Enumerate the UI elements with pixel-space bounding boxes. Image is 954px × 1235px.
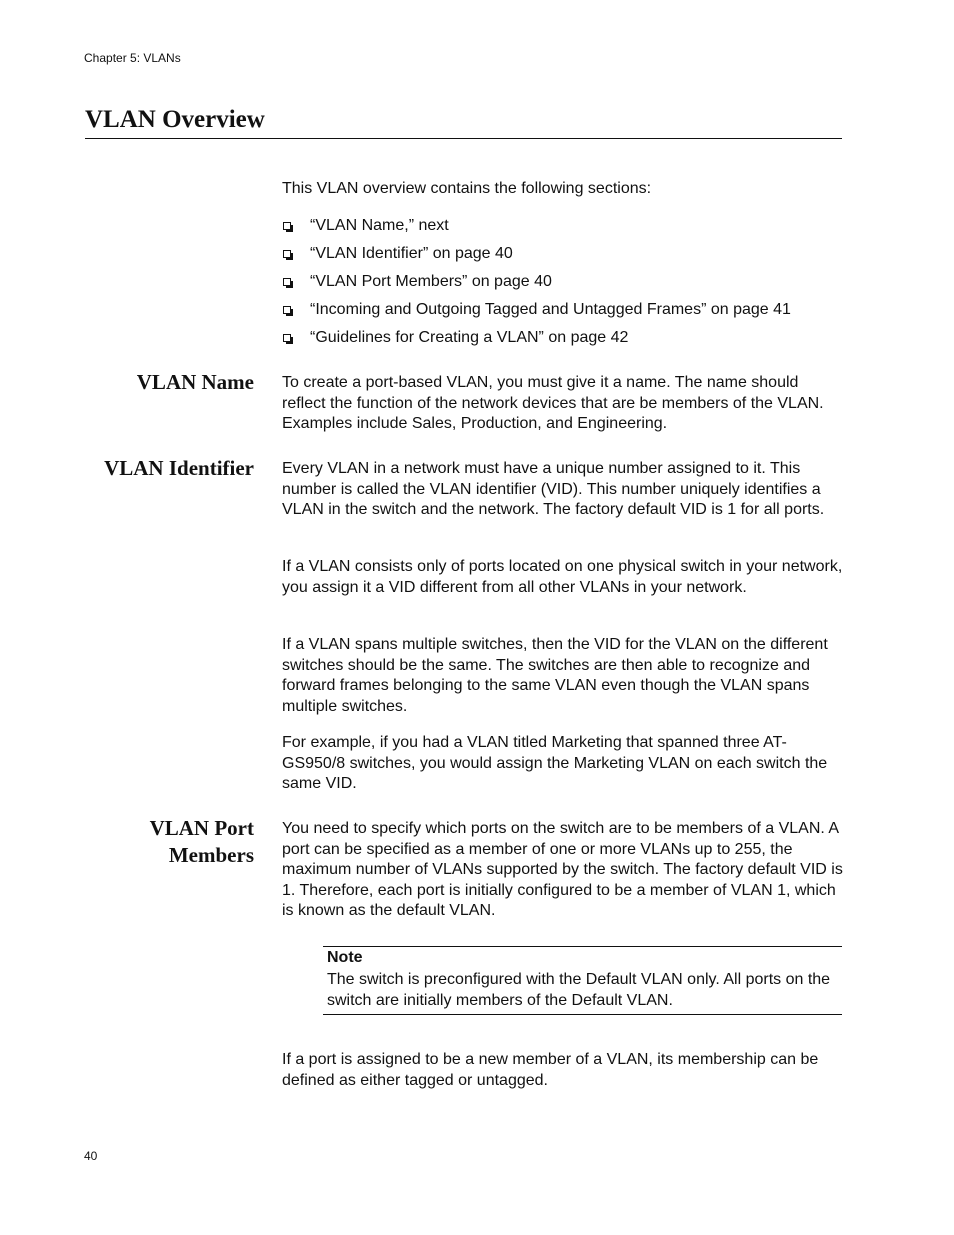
- heading-line: Members: [168, 843, 254, 867]
- vlan-identifier-paragraph-1: Every VLAN in a network must have a unique number assigned to it. This number is called the VLAN identifier (VID). This number uniquely identifies a VLAN in the switch and the network. The factory default VID is 1 for all ports.: [282, 460, 825, 518]
- note-text: The switch is preconfigured with the Default VLAN only. All ports on the switch are initially members of the Default VLAN.: [327, 971, 831, 1009]
- checkbox-bullet-icon: [283, 222, 291, 230]
- list-item[interactable]: [282, 328, 791, 356]
- list-item[interactable]: [282, 216, 791, 244]
- section-heading-vlan-name: VLAN Name: [136, 370, 254, 394]
- checkbox-bullet-icon: [283, 306, 291, 314]
- section-link[interactable]: “VLAN Port Members” on page 40: [310, 273, 552, 290]
- section-link[interactable]: “VLAN Identifier” on page 40: [310, 245, 513, 262]
- section-link[interactable]: “VLAN Name,” next: [310, 217, 449, 234]
- vlan-identifier-paragraph-3: If a VLAN spans multiple switches, then the VID for the VLAN on the different switches should be the same. The switches are then able to recognize and forward frames belonging to the same VLAN even though the VLAN spans multiple switches.: [282, 636, 828, 715]
- vlan-identifier-paragraph-2: If a VLAN consists only of ports located on one physical switch in your network, you assign it a VID different from all other VLANs in your network.: [282, 558, 843, 596]
- page-title: VLAN Overview: [85, 106, 842, 139]
- heading-line: VLAN Port: [149, 816, 254, 840]
- section-link[interactable]: “Incoming and Outgoing Tagged and Untagged Frames” on page 41: [310, 301, 791, 318]
- list-item[interactable]: [282, 244, 791, 272]
- section-heading-vlan-port-members: [54, 815, 254, 869]
- checkbox-bullet-icon: [283, 334, 291, 342]
- vlan-identifier-paragraph-4: For example, if you had a VLAN titled Marketing that spanned three AT-GS950/8 switches, you would assign the Marketing VLAN on each switch the same VID.: [282, 734, 828, 792]
- list-item[interactable]: [282, 300, 791, 328]
- page-number: 40: [84, 1149, 98, 1163]
- running-header: Chapter 5: VLANs: [84, 51, 181, 65]
- section-link[interactable]: “Guidelines for Creating a VLAN” on page 42: [310, 329, 629, 346]
- list-item[interactable]: [282, 272, 791, 300]
- vlan-port-members-paragraph-2: If a port is assigned to be a new member of a VLAN, its membership can be defined as either tagged or untagged.: [282, 1051, 819, 1089]
- vlan-port-members-paragraph-1: You need to specify which ports on the switch are to be members of a VLAN. A port can be specified as a member of one or more VLANs up to 255, the maximum number of VLANs supported by the switch. The factory default VID is 1. Therefore, each port is initially configured to be a member of VLAN 1, which is known as the default VLAN.: [282, 820, 843, 919]
- section-list: [282, 216, 791, 356]
- intro-text: This VLAN overview contains the following sections:: [282, 180, 652, 197]
- checkbox-bullet-icon: [283, 278, 291, 286]
- note-title: Note: [327, 949, 363, 966]
- note-box: [323, 946, 842, 1015]
- vlan-name-paragraph: To create a port-based VLAN, you must give it a name. The name should reflect the function of the network devices that are be members of the VLAN. Examples include Sales, Production, and Engineering.: [282, 374, 824, 432]
- checkbox-bullet-icon: [283, 250, 291, 258]
- section-heading-vlan-identifier: VLAN Identifier: [104, 456, 254, 480]
